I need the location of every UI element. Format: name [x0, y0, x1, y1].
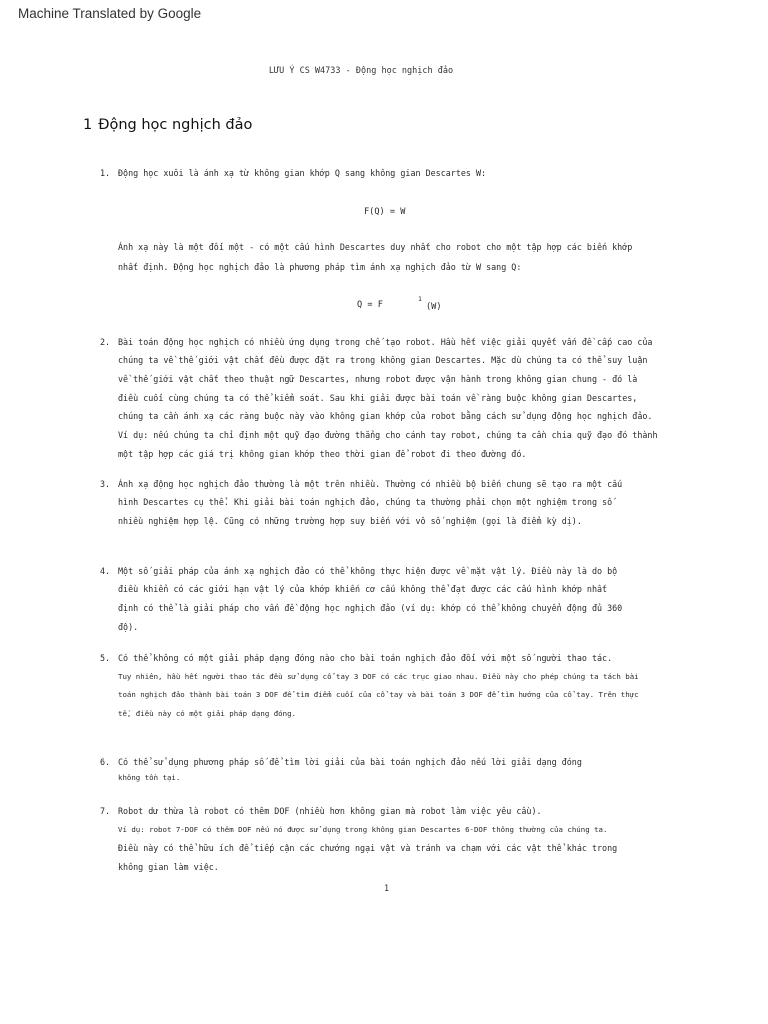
item-number: 1. [100, 168, 111, 178]
page-number: 1 [384, 883, 390, 893]
item-line: điều cuối cùng chúng ta có thể kiểm soát. Sau khi giải được bài toán về ràng buộc không gian Descartes, [118, 393, 638, 403]
item-number: 4. [100, 566, 111, 576]
item-number: 2. [100, 337, 111, 347]
section-title-text: Động học nghịch đảo [98, 117, 253, 133]
equation-superscript: 1 [418, 295, 422, 303]
section-title [83, 117, 252, 133]
item-line: Một số giải pháp của ánh xạ nghịch đảo có thể không thực hiện được về mặt vật lý. Điều này là do bộ [118, 566, 618, 576]
item-line: Có thể không có một giải pháp dạng đóng nào cho bài toán nghịch đảo đối với một số người thao tác. [118, 653, 613, 663]
item-line: định có thể là giải pháp cho vấn đề động học nghịch đảo (ví dụ: khớp có thể không chuyển động đủ 360 [118, 603, 623, 613]
running-header: LƯU Ý CS W4733 - Động học nghịch đảo [268, 66, 454, 76]
item-line-small: Ví dụ: robot 7-DOF có thêm DOF nếu nó được sử dụng trong không gian Descartes 6-DOF thông thường của chúng ta. [118, 825, 608, 834]
item-line: nhiều nghiệm hợp lệ. Cũng có những trường hợp suy biến với vô số nghiệm (gọi là điểm kỳ dị). [118, 516, 582, 526]
item-line: Ví dụ: nếu chúng ta chỉ định một quỹ đạo đường thẳng cho cánh tay robot, chúng ta cần chia quỹ đạo đó thành [118, 430, 658, 440]
item-line: điều khiển có các giới hạn vật lý của khớp khiến cơ cấu không thể đạt được các cấu hình khớp nhất [118, 584, 608, 594]
item-number: 7. [100, 806, 111, 816]
item-line: độ). [118, 622, 139, 632]
item-line: hình Descartes cụ thể. Khi giải bài toán nghịch đảo, chúng ta thường phải chọn một nghiệm trong số [118, 497, 613, 507]
item-number: 5. [100, 653, 111, 663]
item-line: chúng ta về thế giới vật chất đều được đặt ra trong không gian Descartes. Mặc dù chúng ta có thể suy luận [118, 355, 648, 365]
item-line: nhất định. Động học nghịch đảo là phương pháp tìm ánh xạ nghịch đảo từ W sang Q: [118, 262, 522, 272]
item-line-small: không tồn tại. [118, 773, 181, 782]
item-line: Có thể sử dụng phương pháp số để tìm lời giải của bài toán nghịch đảo nếu lời giải dạng đóng [118, 757, 582, 767]
item-line: về thế giới vật chất theo thuật ngữ Descartes, nhưng robot được vận hành trong không gian chung - đó là [118, 374, 638, 384]
item-line-small: tế, điều này có một giải pháp dạng đóng. [118, 709, 296, 718]
item-line: Bài toán động học nghịch có nhiều ứng dụng trong chế tạo robot. Hầu hết việc giải quyết vấn đề cấp cao của [118, 337, 653, 347]
item-line-small: Tuy nhiên, hầu hết người thao tác đều sử dụng cổ tay 3 DOF có các trục giao nhau. Điều này cho phép chúng ta tách bài [118, 672, 639, 681]
equation-left: Q = F [357, 300, 383, 310]
item-line: chúng ta cần ánh xạ các ràng buộc này vào không gian khớp của robot bằng cách sử dụng động học nghịch đảo. [118, 411, 653, 421]
item-line: Ánh xạ này là một đối một - có một cấu hình Descartes duy nhất cho robot cho một tập hợp các biến khớp [118, 242, 633, 252]
item-line: Điều này có thể hữu ích để tiếp cận các chướng ngại vật và tránh va chạm với các vật thể khác trong [118, 843, 618, 853]
equation-right: (W) [426, 302, 442, 312]
item-number: 6. [100, 757, 111, 767]
item-number: 3. [100, 479, 111, 489]
section-number: 1 [83, 117, 93, 133]
item-line: không gian làm việc. [118, 862, 219, 872]
item-line: Robot dư thừa là robot có thêm DOF (nhiều hơn không gian mà robot làm việc yêu cầu). [118, 806, 542, 816]
item-line-small: toán nghịch đảo thành bài toán 3 DOF để tìm điểm cuối của cổ tay và bài toán 3 DOF để tìm hướng của cổ tay. Trên thực [118, 690, 639, 699]
translation-banner: Machine Translated by Google [18, 6, 202, 21]
equation: F(Q) = W [364, 207, 406, 217]
item-line: Động học xuôi là ánh xạ từ không gian khớp Q sang không gian Descartes W: [118, 168, 487, 178]
item-line: Ánh xạ động học nghịch đảo thường là một trên nhiều. Thường có nhiều bộ biến chung sẽ tạo ra một cấu [118, 479, 623, 489]
item-line: một tập hợp các giá trị không gian khớp theo thời gian để robot đi theo đường đó. [118, 449, 527, 459]
